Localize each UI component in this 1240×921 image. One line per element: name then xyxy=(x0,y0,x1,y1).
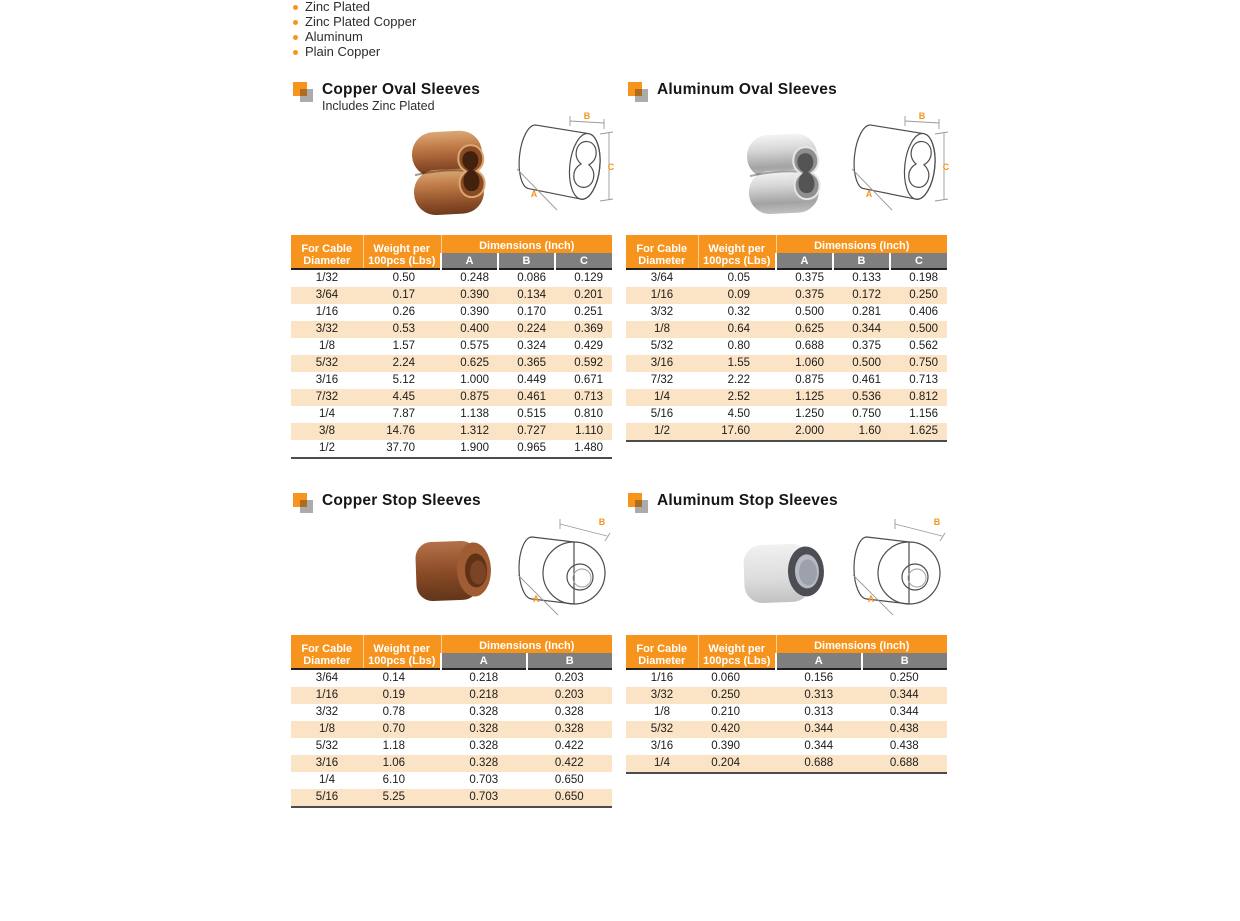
cell-diameter: 3/64 xyxy=(315,289,339,301)
cell-dimension: 0.203 xyxy=(554,672,584,684)
cell-dimension: 0.328 xyxy=(469,723,499,735)
table-row xyxy=(626,269,947,287)
cell-dimension: 1.138 xyxy=(460,408,489,420)
cell-weight: 0.26 xyxy=(392,306,415,318)
cell-diameter: 1/2 xyxy=(626,423,698,441)
cell-dimension: 0.344 xyxy=(889,706,919,718)
aluminum-oval-sleeves-table xyxy=(626,235,947,442)
section-title: Aluminum Stop Sleeves xyxy=(657,492,838,509)
cell-diameter: 7/32 xyxy=(315,391,339,403)
cell-weight: 1.06 xyxy=(382,757,405,769)
cell-dimension: 1.900 xyxy=(441,440,498,458)
cell-dimension: 0.134 xyxy=(517,289,546,301)
cell-dimension: 0.328 xyxy=(554,706,584,718)
cell-dimension: 0.449 xyxy=(517,374,546,386)
dim-label-a: A xyxy=(865,189,873,199)
dim-label-b: B xyxy=(583,111,591,121)
cell-weight: 0.17 xyxy=(392,289,415,301)
cell-diameter: 3/16 xyxy=(650,740,674,752)
cell-dimension: 0.727 xyxy=(517,425,546,437)
material-item-label: Plain Copper xyxy=(305,44,381,59)
cell-dimension: 0.375 xyxy=(795,289,824,301)
section-title: Aluminum Oval Sleeves xyxy=(657,81,837,98)
cell-weight: 0.50 xyxy=(392,272,415,284)
cell-weight: 4.45 xyxy=(392,391,415,403)
col-header-weight: Weight per 100pcs (Lbs) xyxy=(363,635,441,669)
cell-dimension: 1.125 xyxy=(795,391,824,403)
cell-diameter: 1/8 xyxy=(319,723,335,735)
col-header-dimensions: Dimensions (Inch) xyxy=(776,635,947,653)
cell-dimension: 0.133 xyxy=(852,272,881,284)
materials-list xyxy=(291,0,416,59)
copper-stop-sleeve-photo xyxy=(410,534,510,609)
cell-weight: 2.52 xyxy=(727,391,750,403)
cell-dimension: 0.390 xyxy=(460,289,489,301)
cell-dimension: 1.110 xyxy=(575,425,604,437)
material-item xyxy=(291,0,416,14)
cell-dimension: 0.328 xyxy=(469,740,499,752)
dim-col-header: A xyxy=(776,253,833,269)
aluminum-stop-sleeves-table xyxy=(626,635,947,774)
col-header-weight: Weight per 100pcs (Lbs) xyxy=(363,235,441,269)
table-row xyxy=(291,721,612,738)
section-marker-icon xyxy=(628,493,650,515)
table-row xyxy=(291,738,612,755)
material-item xyxy=(291,14,416,29)
cell-dimension: 0.750 xyxy=(852,408,881,420)
cell-diameter: 3/64 xyxy=(650,272,674,284)
cell-diameter: 3/32 xyxy=(650,306,674,318)
cell-diameter: 3/16 xyxy=(650,357,674,369)
cell-dimension: 0.250 xyxy=(909,289,939,301)
table-row xyxy=(626,389,947,406)
cell-weight: 1.18 xyxy=(382,740,405,752)
cell-dimension: 0.281 xyxy=(852,306,881,318)
cell-weight: 0.78 xyxy=(382,706,405,718)
table-row xyxy=(291,669,612,687)
section-header-aluminum-stop xyxy=(628,492,838,515)
cell-diameter: 5/16 xyxy=(650,408,674,420)
bullet-icon xyxy=(293,50,298,55)
cell-weight: 7.87 xyxy=(392,408,415,420)
cell-dimension: 0.461 xyxy=(517,391,546,403)
cell-diameter: 1/4 xyxy=(654,391,670,403)
col-header-cable-diameter: For Cable Diameter xyxy=(626,235,698,269)
table-row xyxy=(626,669,947,687)
bullet-icon xyxy=(293,5,298,10)
cell-diameter: 1/16 xyxy=(315,306,339,318)
cell-dimension: 0.390 xyxy=(460,306,489,318)
dim-label-b: B xyxy=(933,517,941,527)
col-header-weight: Weight per 100pcs (Lbs) xyxy=(698,635,776,669)
cell-diameter: 1/8 xyxy=(319,340,335,352)
cell-weight: 1.57 xyxy=(392,340,415,352)
cell-dimension: 0.218 xyxy=(469,689,499,701)
material-item xyxy=(291,29,416,44)
cell-dimension: 1.625 xyxy=(890,423,947,441)
cell-dimension: 0.461 xyxy=(852,374,881,386)
cell-diameter: 5/32 xyxy=(650,723,674,735)
aluminum-oval-sleeve-photo xyxy=(740,128,840,223)
cell-weight: 0.09 xyxy=(727,289,750,301)
cell-weight: 6.10 xyxy=(382,774,405,786)
bullet-icon xyxy=(293,20,298,25)
cell-dimension: 2.000 xyxy=(776,423,833,441)
section-marker-icon xyxy=(293,82,315,104)
dim-col-header: A xyxy=(776,653,862,669)
cell-diameter: 1/4 xyxy=(626,755,698,773)
oval-sleeve-dimension-diagram xyxy=(512,111,616,217)
cell-dimension: 0.203 xyxy=(554,689,584,701)
cell-dimension: 0.750 xyxy=(909,357,939,369)
table-row xyxy=(291,355,612,372)
cell-diameter: 1/4 xyxy=(319,408,335,420)
cell-diameter: 1/4 xyxy=(319,774,335,786)
cell-dimension: 0.400 xyxy=(460,323,489,335)
cell-diameter: 5/32 xyxy=(650,340,674,352)
cell-dimension: 0.688 xyxy=(776,755,862,773)
table-row xyxy=(626,304,947,321)
cell-diameter: 5/32 xyxy=(315,357,339,369)
cell-diameter: 3/8 xyxy=(319,425,335,437)
section-title: Copper Oval Sleeves xyxy=(322,81,481,98)
table-row xyxy=(626,423,947,441)
cell-dimension: 0.224 xyxy=(517,323,546,335)
cell-dimension: 0.170 xyxy=(517,306,546,318)
table-row xyxy=(291,406,612,423)
material-item-label: Zinc Plated Copper xyxy=(305,14,417,29)
cell-dimension: 0.703 xyxy=(441,789,527,807)
cell-weight: 0.420 xyxy=(711,723,740,735)
table-row xyxy=(626,338,947,355)
dim-label-b: B xyxy=(918,111,926,121)
cell-dimension: 0.875 xyxy=(460,391,489,403)
cell-diameter: 1/16 xyxy=(650,672,674,684)
cell-dimension: 0.536 xyxy=(852,391,881,403)
cell-dimension: 1.156 xyxy=(909,408,939,420)
cell-dimension: 0.875 xyxy=(795,374,824,386)
col-header-cable-diameter: For Cable Diameter xyxy=(626,635,698,669)
cell-dimension: 1.000 xyxy=(460,374,489,386)
cell-diameter: 3/32 xyxy=(650,689,674,701)
cell-dimension: 0.344 xyxy=(804,723,834,735)
cell-weight: 0.210 xyxy=(711,706,740,718)
cell-dimension: 0.500 xyxy=(795,306,824,318)
col-header-dimensions: Dimensions (Inch) xyxy=(441,235,612,253)
cell-dimension: 0.713 xyxy=(574,391,604,403)
table-row xyxy=(291,321,612,338)
table-row xyxy=(626,287,947,304)
dim-col-header: C xyxy=(555,253,612,269)
cell-weight: 0.390 xyxy=(711,740,740,752)
cell-dimension: 0.251 xyxy=(574,306,604,318)
col-header-cable-diameter: For Cable Diameter xyxy=(291,635,363,669)
cell-diameter: 5/32 xyxy=(315,740,339,752)
cell-dimension: 0.422 xyxy=(554,740,584,752)
cell-dimension: 0.313 xyxy=(804,689,834,701)
table-row xyxy=(291,423,612,440)
cell-dimension: 0.365 xyxy=(517,357,546,369)
table-row xyxy=(291,772,612,789)
cell-weight: 14.76 xyxy=(386,425,415,437)
cell-diameter: 1/16 xyxy=(650,289,674,301)
cell-weight: 17.60 xyxy=(698,423,776,441)
cell-weight: 37.70 xyxy=(363,440,441,458)
cell-dimension: 0.688 xyxy=(795,340,824,352)
table-row xyxy=(626,321,947,338)
oval-sleeve-dimension-diagram xyxy=(847,111,951,217)
dim-col-header: B xyxy=(862,653,948,669)
material-item-label: Zinc Plated xyxy=(305,0,371,14)
cell-dimension: 0.438 xyxy=(889,740,919,752)
cell-dimension: 0.313 xyxy=(804,706,834,718)
cell-dimension: 0.671 xyxy=(574,374,604,386)
cell-weight: 2.22 xyxy=(727,374,750,386)
cell-diameter: 3/64 xyxy=(315,672,339,684)
dim-label-b: B xyxy=(598,517,606,527)
cell-dimension: 0.650 xyxy=(527,789,613,807)
cell-dimension: 0.810 xyxy=(574,408,604,420)
col-header-dimensions: Dimensions (Inch) xyxy=(776,235,947,253)
cell-dimension: 0.129 xyxy=(574,272,604,284)
section-header-copper-oval xyxy=(293,81,480,114)
table-row xyxy=(291,755,612,772)
table-row xyxy=(291,687,612,704)
cell-diameter: 1/2 xyxy=(291,440,363,458)
cell-weight: 0.32 xyxy=(727,306,750,318)
cell-dimension: 0.201 xyxy=(574,289,604,301)
cell-weight: 4.50 xyxy=(727,408,750,420)
cell-dimension: 0.344 xyxy=(852,323,881,335)
cell-dimension: 0.086 xyxy=(517,272,546,284)
cell-dimension: 1.250 xyxy=(795,408,824,420)
cell-dimension: 0.812 xyxy=(909,391,939,403)
dim-label-a: A xyxy=(530,189,538,199)
table-row xyxy=(291,338,612,355)
cell-dimension: 0.369 xyxy=(574,323,604,335)
cell-weight: 2.24 xyxy=(392,357,415,369)
cell-dimension: 1.060 xyxy=(795,357,824,369)
material-item xyxy=(291,44,416,59)
dim-col-header: B xyxy=(498,253,555,269)
cell-diameter: 5/16 xyxy=(291,789,363,807)
cell-dimension: 0.324 xyxy=(517,340,546,352)
cell-dimension: 0.429 xyxy=(574,340,604,352)
cell-weight: 0.204 xyxy=(698,755,776,773)
dim-col-header: C xyxy=(890,253,947,269)
cell-dimension: 0.965 xyxy=(498,440,555,458)
cell-weight: 0.19 xyxy=(382,689,405,701)
cell-dimension: 0.328 xyxy=(469,757,499,769)
table-row xyxy=(291,389,612,406)
section-title: Copper Stop Sleeves xyxy=(322,492,481,509)
cell-diameter: 3/32 xyxy=(315,706,339,718)
cell-dimension: 0.198 xyxy=(909,272,939,284)
cell-dimension: 0.575 xyxy=(460,340,489,352)
cell-diameter: 1/8 xyxy=(654,323,670,335)
cell-dimension: 0.406 xyxy=(909,306,939,318)
table-row xyxy=(291,372,612,389)
cell-dimension: 0.344 xyxy=(889,689,919,701)
dim-col-header: B xyxy=(833,253,890,269)
cell-weight: 5.25 xyxy=(363,789,441,807)
dim-col-header: B xyxy=(527,653,613,669)
table-row xyxy=(291,304,612,321)
stop-sleeve-dimension-diagram xyxy=(847,515,951,619)
col-header-weight: Weight per 100pcs (Lbs) xyxy=(698,235,776,269)
cell-weight: 0.060 xyxy=(711,672,740,684)
cell-dimension: 0.592 xyxy=(574,357,604,369)
cell-dimension: 0.248 xyxy=(460,272,489,284)
section-header-aluminum-oval xyxy=(628,81,837,104)
cell-dimension: 0.250 xyxy=(889,672,919,684)
table-row xyxy=(626,721,947,738)
copper-oval-sleeve-photo xyxy=(405,123,505,223)
cell-dimension: 0.562 xyxy=(909,340,939,352)
copper-stop-sleeves-table xyxy=(291,635,612,808)
table-row xyxy=(291,287,612,304)
aluminum-stop-sleeve-photo xyxy=(738,536,843,611)
table-row xyxy=(626,755,947,773)
cell-weight: 1.55 xyxy=(727,357,750,369)
table-row xyxy=(626,406,947,423)
cell-dimension: 0.515 xyxy=(517,408,546,420)
cell-weight: 5.12 xyxy=(392,374,415,386)
table-row xyxy=(626,687,947,704)
col-header-dimensions: Dimensions (Inch) xyxy=(441,635,612,653)
cell-dimension: 0.422 xyxy=(554,757,584,769)
cell-weight: 0.53 xyxy=(392,323,415,335)
table-row xyxy=(291,704,612,721)
bullet-icon xyxy=(293,35,298,40)
cell-diameter: 1/16 xyxy=(315,689,339,701)
section-marker-icon xyxy=(293,493,315,515)
section-subtitle: Includes Zinc Plated xyxy=(322,99,435,113)
cell-dimension: 0.625 xyxy=(795,323,824,335)
table-row xyxy=(626,372,947,389)
cell-weight: 0.14 xyxy=(382,672,405,684)
cell-dimension: 1.60 xyxy=(833,423,890,441)
cell-dimension: 0.625 xyxy=(460,357,489,369)
cell-dimension: 0.328 xyxy=(554,723,584,735)
dim-label-c: C xyxy=(942,162,950,172)
cell-dimension: 0.218 xyxy=(469,672,499,684)
dim-col-header: A xyxy=(441,253,498,269)
cell-dimension: 0.375 xyxy=(795,272,824,284)
cell-weight: 0.64 xyxy=(727,323,750,335)
cell-dimension: 1.312 xyxy=(460,425,489,437)
cell-dimension: 1.480 xyxy=(555,440,612,458)
cell-dimension: 0.500 xyxy=(852,357,881,369)
col-header-cable-diameter: For Cable Diameter xyxy=(291,235,363,269)
cell-dimension: 0.713 xyxy=(909,374,939,386)
table-row xyxy=(291,440,612,458)
cell-diameter: 3/16 xyxy=(315,757,339,769)
cell-weight: 0.70 xyxy=(382,723,405,735)
dim-label-c: C xyxy=(607,162,615,172)
cell-dimension: 0.500 xyxy=(909,323,939,335)
dim-col-header: A xyxy=(441,653,527,669)
cell-dimension: 0.156 xyxy=(804,672,834,684)
cell-dimension: 0.172 xyxy=(852,289,881,301)
section-marker-icon xyxy=(628,82,650,104)
cell-diameter: 7/32 xyxy=(650,374,674,386)
material-item-label: Aluminum xyxy=(305,29,363,44)
cell-dimension: 0.688 xyxy=(862,755,948,773)
dim-label-a: A xyxy=(532,594,540,604)
cell-weight: 0.80 xyxy=(727,340,750,352)
cell-diameter: 3/32 xyxy=(315,323,339,335)
table-row xyxy=(291,269,612,287)
copper-oval-sleeves-table xyxy=(291,235,612,459)
cell-dimension: 0.438 xyxy=(889,723,919,735)
table-row xyxy=(291,789,612,807)
cell-dimension: 0.375 xyxy=(852,340,881,352)
cell-diameter: 3/16 xyxy=(315,374,339,386)
cell-dimension: 0.650 xyxy=(554,774,584,786)
table-row xyxy=(626,355,947,372)
cell-dimension: 0.344 xyxy=(804,740,834,752)
cell-weight: 0.250 xyxy=(711,689,740,701)
cell-weight: 0.05 xyxy=(727,272,750,284)
cell-dimension: 0.703 xyxy=(469,774,499,786)
dim-label-a: A xyxy=(867,594,875,604)
cell-dimension: 0.328 xyxy=(469,706,499,718)
cell-diameter: 1/8 xyxy=(654,706,670,718)
table-row xyxy=(626,704,947,721)
stop-sleeve-dimension-diagram xyxy=(512,515,616,619)
table-row xyxy=(626,738,947,755)
cell-diameter: 1/32 xyxy=(315,272,339,284)
section-header-copper-stop xyxy=(293,492,481,515)
